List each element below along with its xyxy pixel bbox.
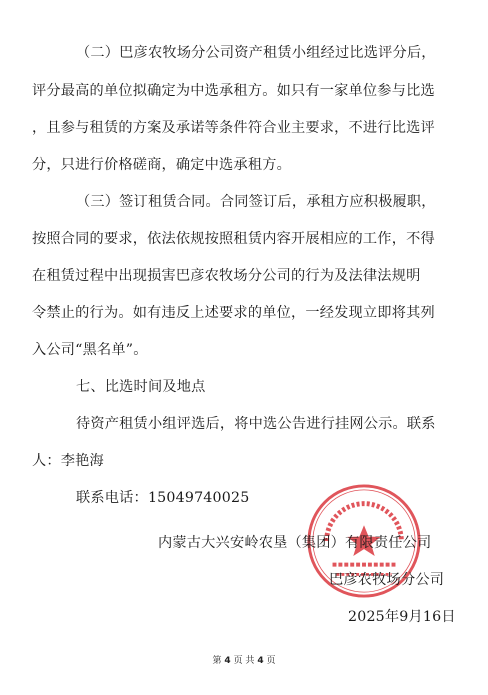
paragraph-line: 按照合同的要求，依法依规按照租赁内容开展相应的工作，不得 [32,231,435,247]
paragraph-line: 令禁止的行为。如有违反上述要求的单位，一经发现立即将其列 [32,305,435,321]
paragraph-line: （二）巴彦农牧场分公司资产租赁小组经过比选评分后， [76,45,436,61]
footer-suffix: 页 [266,656,276,666]
paragraph-line: 分，只进行价格磋商，确定中选承租方。 [32,157,291,173]
page-footer [0,653,488,666]
signature-branch: 巴彦农牧场分公司 [329,572,445,588]
paragraph-line: 待资产租赁小组评选后，将中选公告进行挂网公示。联系 [76,416,436,432]
footer-total-pages: 4 [257,656,264,666]
paragraph-line: （三）签订租赁合同。合同签订后，承租方应积极履职， [76,194,436,210]
footer-current-page: 4 [224,656,231,666]
contact-person: 人：李艳海 [32,453,104,469]
signature-company: 内蒙古大兴安岭农垦（集团）有限责任公司 [158,535,432,551]
section-heading: 七、比选时间及地点 [76,379,206,395]
footer-middle: 页 共 [233,656,255,666]
contact-phone: 联系电话：15049740025 [76,490,250,506]
paragraph-line: 评分最高的单位拟确定为中选承租方。如只有一家单位参与比选 [32,83,435,99]
signature-date: 2025年9月16日 [348,609,456,625]
paragraph-line: ，且参与租赁的方案及承诺等条件符合业主要求，不进行比选评 [32,120,435,136]
paragraph-line: 入公司“黑名单”。 [32,342,148,358]
footer-prefix: 第 [212,656,222,666]
paragraph-line: 在租赁过程中出现损害巴彦农牧场分公司的行为及法律法规明 [32,268,421,284]
